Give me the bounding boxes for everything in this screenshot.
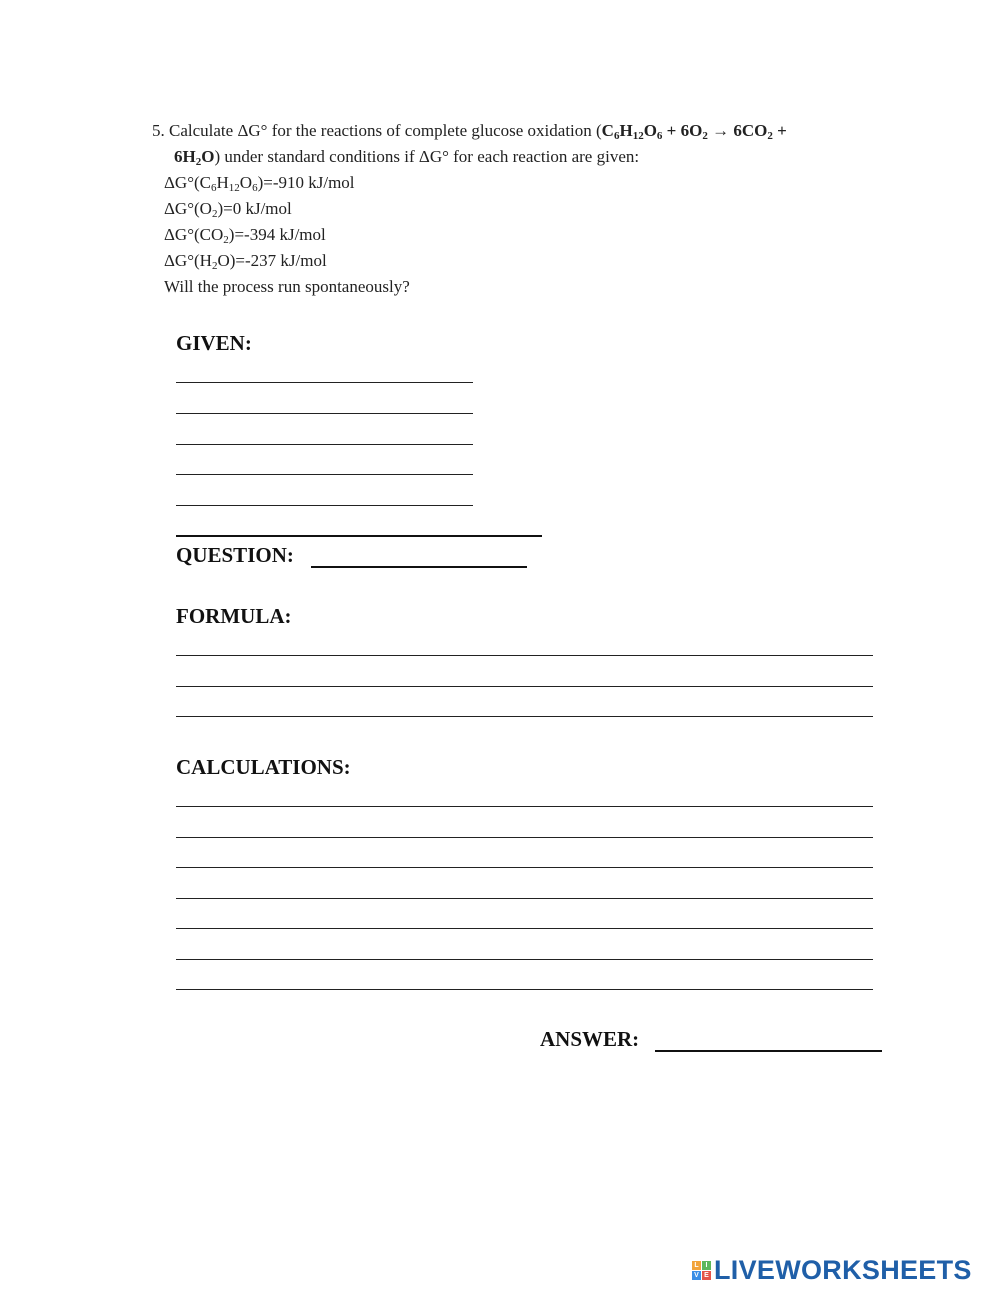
question-line-2 xyxy=(152,144,892,170)
question-number: 5. xyxy=(152,121,165,140)
question-closing: Will the process run spontaneously? xyxy=(164,277,410,296)
calculations-line-1[interactable] xyxy=(176,806,873,807)
given-heading: GIVEN: xyxy=(176,331,252,355)
given-answer-line-5[interactable] xyxy=(176,505,473,506)
logo-text: LIVEWORKSHEETS xyxy=(714,1255,972,1285)
formula-line-1[interactable] xyxy=(176,655,873,656)
calculations-line-5[interactable] xyxy=(176,928,873,929)
given-answer-line-6[interactable] xyxy=(176,535,542,537)
logo-tile-l: L xyxy=(692,1261,701,1270)
calculations-line-3[interactable] xyxy=(176,867,873,868)
given-answer-line-3[interactable] xyxy=(176,444,473,445)
logo-tile-i: I xyxy=(702,1261,711,1270)
calculations-line-7[interactable] xyxy=(176,989,873,990)
formula-heading: FORMULA: xyxy=(176,604,292,628)
question-answer-line[interactable] xyxy=(311,566,527,568)
formula-line-3[interactable] xyxy=(176,716,873,717)
question-intro: Calculate ΔG° for the reactions of complete glucose oxidation ( xyxy=(169,121,602,140)
calculations-line-2[interactable] xyxy=(176,837,873,838)
question-line-1 xyxy=(152,118,892,144)
given-answer-line-2[interactable] xyxy=(176,413,473,414)
calculations-heading: CALCULATIONS: xyxy=(176,755,351,779)
given-value-water: $\Delta G^\circ(H_2O)=-237$ kJ/mol xyxy=(164,251,327,272)
calculations-line-4[interactable] xyxy=(176,898,873,899)
question-block xyxy=(152,118,892,300)
calculations-line-6[interactable] xyxy=(176,959,873,960)
reaction-equation: $C_6H_{12}O_6 + 6O_2 \to 6CO_2$ + xyxy=(601,121,787,142)
question-heading: QUESTION: xyxy=(176,543,294,567)
formula-line-2[interactable] xyxy=(176,686,873,687)
given-answer-line-4[interactable] xyxy=(176,474,473,475)
given-value-oxygen: $\Delta G^\circ(O_2)=0$ kJ/mol xyxy=(164,199,292,220)
given-answer-line-1[interactable] xyxy=(176,382,473,383)
answer-heading: ANSWER: xyxy=(540,1027,640,1051)
answer-line[interactable] xyxy=(655,1050,882,1052)
given-value-glucose: $\Delta G^\circ(C_6H_{12}O_6)=-910$ kJ/mol xyxy=(164,173,355,194)
logo-tile-v: V xyxy=(692,1271,701,1280)
reaction-equation-tail: $6H_2O$ xyxy=(174,147,215,168)
logo-tile-e: E xyxy=(702,1271,711,1280)
question-intro-end: ) under standard conditions if ΔG° for each reaction are given: xyxy=(214,147,640,166)
given-value-co2: $\Delta G^\circ(CO_2)=-394$ kJ/mol xyxy=(164,225,326,246)
logo-tiles-icon xyxy=(692,1261,711,1280)
liveworksheets-logo xyxy=(692,1255,972,1286)
